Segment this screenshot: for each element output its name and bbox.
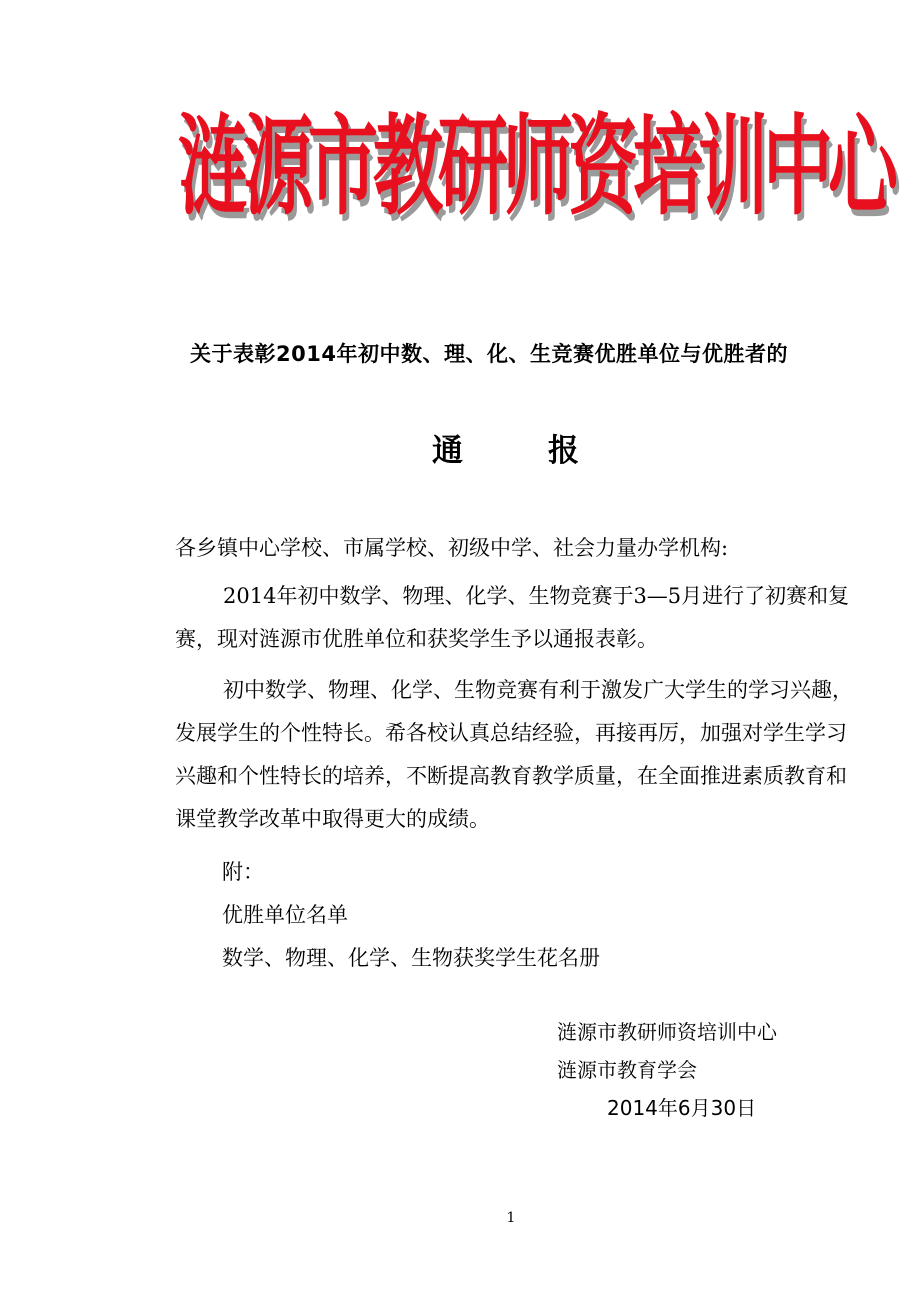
attachment-item: 数学、物理、化学、生物获奖学生花名册 — [222, 946, 600, 970]
body-paragraph-1: 2014年初中数学、物理、化学、生物竞赛于3—5月进行了初赛和复赛，现对涟源市优胜单位和获奖学生予以通报表彰。 — [175, 584, 850, 651]
signature-org-1: 涟源市教研师资培训中心 — [557, 1020, 777, 1044]
attachment-item: 优胜单位名单 — [222, 903, 348, 927]
signature-org-2: 涟源市教育学会 — [557, 1058, 697, 1082]
attachment-label: 附： — [222, 860, 264, 884]
notice-title-char-2: 报 — [548, 433, 579, 469]
signature-date: 2014年6月30日 — [607, 1096, 757, 1120]
letterhead-title: 涟源市教研师资培训中心 — [178, 103, 893, 231]
notice-title-char-1: 通 — [432, 433, 463, 469]
notice-subtitle: 关于表彰2014年初中数、理、化、生竞赛优胜单位与优胜者的 — [190, 342, 788, 366]
notice-title — [432, 428, 632, 474]
body-paragraph-2: 初中数学、物理、化学、生物竞赛有利于激发广大学生的学习兴趣，发展学生的个性特长。希各校认真总结经验，再接再厉，加强对学生学习兴趣和个性特长的培养，不断提高教育教学质量，在全面推进素质教育和课堂教学改革中取得更大的成绩。 — [175, 678, 853, 831]
page-number: 1 — [506, 1210, 516, 1226]
recipient-line: 各乡镇中心学校、市属学校、初级中学、社会力量办学机构: — [175, 536, 729, 560]
